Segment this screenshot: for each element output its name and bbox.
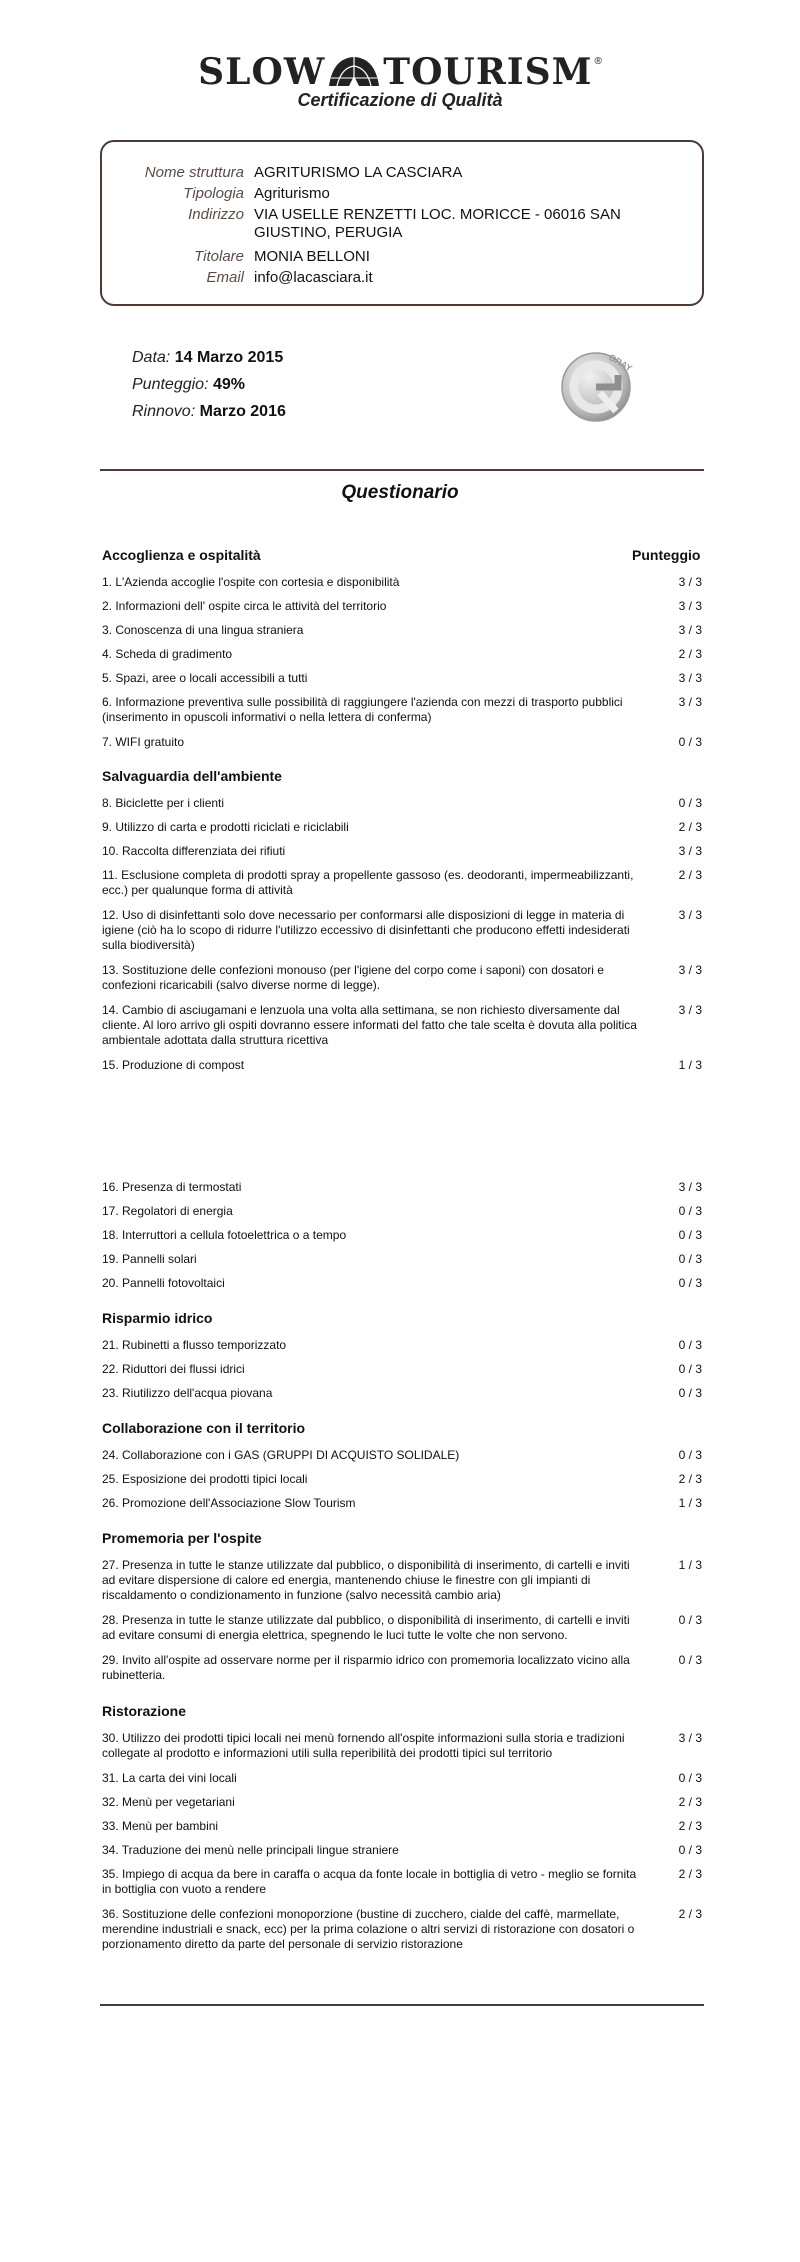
question-item: 10. Raccolta differenziata dei rifiuti 3 / 3 [102, 844, 702, 858]
snail-logo-icon [327, 54, 381, 88]
tipologia-label: Tipologia [183, 185, 244, 202]
indirizzo-value: VIA USELLE RENZETTI LOC. MORICCE - 06016 SAN GIUSTINO, PERUGIA [254, 206, 621, 241]
question-item: 16. Presenza di termostati 3 / 3 [102, 1180, 702, 1194]
question-item: 11. Esclusione completa di prodotti spray a propellente gassoso (es. deodoranti, impermeabilizzanti, ecc.) per qualunque forma di attività 2 / 3 [102, 868, 702, 897]
question-item: 21. Rubinetti a flusso temporizzato 0 / 3 [102, 1338, 702, 1352]
question-item: 24. Collaborazione con i GAS (GRUPPI DI ACQUISTO SOLIDALE) 0 / 3 [102, 1448, 702, 1462]
rinnovo-label: Rinnovo: [132, 403, 196, 420]
question-item: 19. Pannelli solari 0 / 3 [102, 1252, 702, 1266]
question-item: 6. Informazione preventiva sulle possibilità di raggiungere l'azienda con mezzi di trasporto pubblici (inserimento in opuscoli informativi o nella lettera di conferma) 3 / 3 [102, 695, 702, 724]
question-item: 33. Menù per bambini 2 / 3 [102, 1819, 702, 1833]
question-item: 4. Scheda di gradimento 2 / 3 [102, 647, 702, 661]
data-value: 14 Marzo 2015 [174, 349, 284, 366]
section-risparmio-idrico: Risparmio idrico [102, 1310, 213, 1326]
questionario-title: Questionario [341, 482, 459, 503]
question-item: 26. Promozione dell'Associazione Slow Tourism 1 / 3 [102, 1496, 702, 1510]
question-item: 15. Produzione di compost 1 / 3 [102, 1058, 702, 1072]
question-item: 12. Uso di disinfettanti solo dove necessario per conformarsi alle disposizioni di legge in materia di igiene (ciò ha lo scopo di ridurre l'utilizzo eccessivo di disinfettanti che producono effetti indesiderati sulla biodiversità) 3 / 3 [102, 908, 702, 952]
question-item: 8. Biciclette per i clienti 0 / 3 [102, 796, 702, 810]
meta-rinnovo [132, 402, 286, 422]
divider-top [100, 469, 704, 471]
section-ristorazione: Ristorazione [102, 1703, 187, 1719]
question-item: 23. Riutilizzo dell'acqua piovana 0 / 3 [102, 1386, 702, 1400]
question-item: 13. Sostituzione delle confezioni monouso (per l'igiene del corpo come i saponi) con dosatori e confezioni ricaricabili (salvo diverse norme di legge). 3 / 3 [102, 963, 702, 992]
score-column-header: Punteggio [632, 547, 701, 563]
question-item: 2. Informazioni dell' ospite circa le attività del territorio 3 / 3 [102, 599, 702, 613]
question-item: 28. Presenza in tutte le stanze utilizzate dal pubblico, o disponibilità di inserimento, di cartelli e inviti ad evitare consumi di energia elettrica, spegnendo le luci tutte le volte che non servono. 0 / 3 [102, 1613, 702, 1642]
question-item: 34. Traduzione dei menù nelle principali lingue straniere 0 / 3 [102, 1843, 702, 1857]
question-item: 27. Presenza in tutte le stanze utilizzate dal pubblico, o disponibilità di inserimento, di cartelli e inviti ad evitare dispersione di calore ed energia, mantenendo chiuse le finestre con gli impianti di riscaldamento o condizionamento in funzione (salvo necessità cambio aria) 1 / 3 [102, 1558, 702, 1602]
email-value[interactable]: info@lacasciara.it [254, 269, 373, 286]
logo-word-slow: SLOW [198, 51, 326, 93]
meta-punteggio [132, 375, 245, 395]
question-item: 35. Impiego di acqua da bere in caraffa o acqua da fonte locale in bottiglia di vetro - meglio se fornita in bottiglia con vuoto a rendere 2 / 3 [102, 1867, 702, 1896]
punteggio-label: Punteggio: [132, 376, 209, 393]
indirizzo-label: Indirizzo [188, 206, 244, 223]
question-item: 18. Interruttori a cellula fotoelettrica o a tempo 0 / 3 [102, 1228, 702, 1242]
email-label: Email [206, 269, 244, 286]
tipologia-value: Agriturismo [254, 185, 330, 202]
section-accoglienza: Accoglienza e ospitalità [102, 547, 261, 563]
question-item: 14. Cambio di asciugamani e lenzuola una volta alla settimana, se non richiesto diversamente dal cliente. Al loro arrivo gli ospiti dovranno essere informati del fatto che tale scelta è dovuta alla politica ambientale adottata dalla struttura ricettiva 3 / 3 [102, 1003, 702, 1047]
nome-label: Nome struttura [144, 164, 244, 181]
section-collaborazione: Collaborazione con il territorio [102, 1420, 306, 1436]
question-item: 25. Esposizione dei prodotti tipici locali 2 / 3 [102, 1472, 702, 1486]
question-item: 1. L'Azienda accoglie l'ospite con cortesia e disponibilità 3 / 3 [102, 575, 702, 589]
question-item: 20. Pannelli fotovoltaici 0 / 3 [102, 1276, 702, 1290]
structure-info-box [100, 140, 704, 306]
question-item: 17. Regolatori di energia 0 / 3 [102, 1204, 702, 1218]
registered-mark: ® [594, 56, 602, 67]
question-item: 32. Menù per vegetariani 2 / 3 [102, 1795, 702, 1809]
question-item: 22. Riduttori dei flussi idrici 0 / 3 [102, 1362, 702, 1376]
question-item: 29. Invito all'ospite ad osservare norme per il risparmio idrico con promemoria localizzato vicino alla rubinetteria. 0 / 3 [102, 1653, 702, 1682]
data-label: Data: [132, 349, 171, 366]
question-item: 7. WIFI gratuito 0 / 3 [102, 735, 702, 749]
seal-text: GRAY [607, 352, 634, 374]
question-item: 36. Sostituzione delle confezioni monoporzione (bustine di zucchero, cialde del caffè, marmellate, merendine industriali e snack, ecc) per la prima colazione o altri servizi di ristorazione con dosatori o porzionamento diretto da parte del personale di servizio ristorazione 2 / 3 [102, 1907, 702, 1951]
certification-title: Certificazione di Qualità [297, 90, 503, 110]
question-item: 9. Utilizzo di carta e prodotti riciclati e riciclabili 2 / 3 [102, 820, 702, 834]
section-salvaguardia: Salvaguardia dell'ambiente [102, 768, 282, 784]
logo-word-tourism: TOURISM [383, 51, 593, 93]
titolare-label: Titolare [194, 248, 244, 265]
question-item: 31. La carta dei vini locali 0 / 3 [102, 1771, 702, 1785]
nome-value: AGRITURISMO LA CASCIARA [254, 164, 463, 181]
divider-bottom [100, 2004, 704, 2006]
question-item: 5. Spazi, aree o locali accessibili a tutti 3 / 3 [102, 671, 702, 685]
titolare-value: MONIA BELLONI [254, 248, 370, 265]
punteggio-value: 49% [212, 376, 245, 393]
question-item: 30. Utilizzo dei prodotti tipici locali nei menù fornendo all'ospite informazioni sulla storia e tradizioni collegate al prodotto e informazioni utili sulla reperibilità dei prodotti tipici sul territorio 3 / 3 [102, 1731, 702, 1760]
rinnovo-value: Marzo 2016 [199, 403, 286, 420]
question-item: 3. Conoscenza di una lingua straniera 3 / 3 [102, 623, 702, 637]
section-promemoria: Promemoria per l'ospite [102, 1530, 262, 1546]
slow-tourism-logo [0, 52, 800, 92]
meta-data [132, 348, 283, 368]
quality-seal-icon [556, 345, 636, 425]
